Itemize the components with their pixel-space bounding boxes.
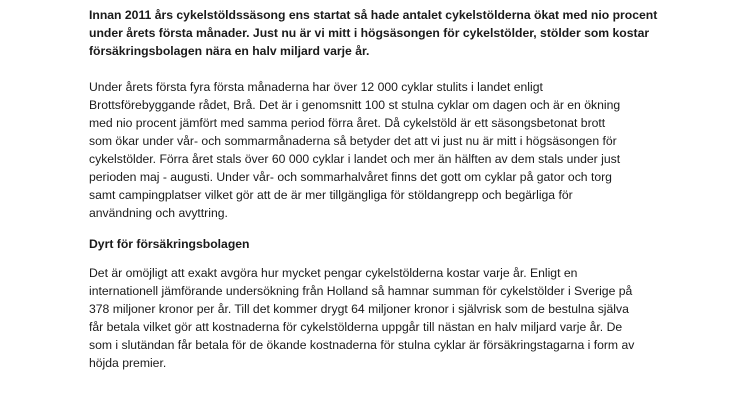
body-paragraph-2: Det är omöjligt att exakt avgöra hur mycket pengar cykelstölderna kostar varje år. Enligt en internationell jämförande undersökning från Holland så hamnar summan för cykelstölder i Sverige på 378 miljoner kronor per år. Till det kommer drygt 64 miljoner kronor i självrisk som de bestulna själva får betala vilket gör att kostnaderna för cykelstölderna uppgår till nästan en halv miljard varje år. De som i slutändan får betala för de ökande kostnaderna för stulna cyklar är försäkringstagarna i form av höjda premier.	[89, 266, 635, 370]
section-heading: Dyrt för försäkringsbolagen	[89, 237, 250, 251]
lead-paragraph: Innan 2011 års cykelstöldssäsong ens startat så hade antalet cykelstölderna ökat med nio procent under årets första månader. Just nu är vi mitt i högsäsongen för cykelstölder, stölder som kostar försäkringsbolagen nära en halv miljard varje år.	[89, 8, 658, 58]
document-page	[89, 6, 709, 372]
body-paragraph-1: Under årets första fyra första månaderna har över 12 000 cyklar stulits i landet enligt Brottsförebyggande rådet, Brå. Det är i genomsnitt 100 st stulna cyklar om dagen och är en ökning med nio procent jämfört med samma period förra året. Då cykelstöld är ett säsongsbetonat brott som ökar under vår- och sommarmånaderna så betyder det att vi just nu är mitt i högsäsongen för cykelstölder. Förra året stals över 60 000 cyklar i landet och mer än hälften av dem stals under just perioden maj - augusti. Under vår- och sommarhalvåret finns det gott om cyklar på gator och torg samt campingplatser vilket gör att de är mer tillgängliga för stöldangrepp och begärliga för användning och avyttring.	[89, 80, 621, 220]
